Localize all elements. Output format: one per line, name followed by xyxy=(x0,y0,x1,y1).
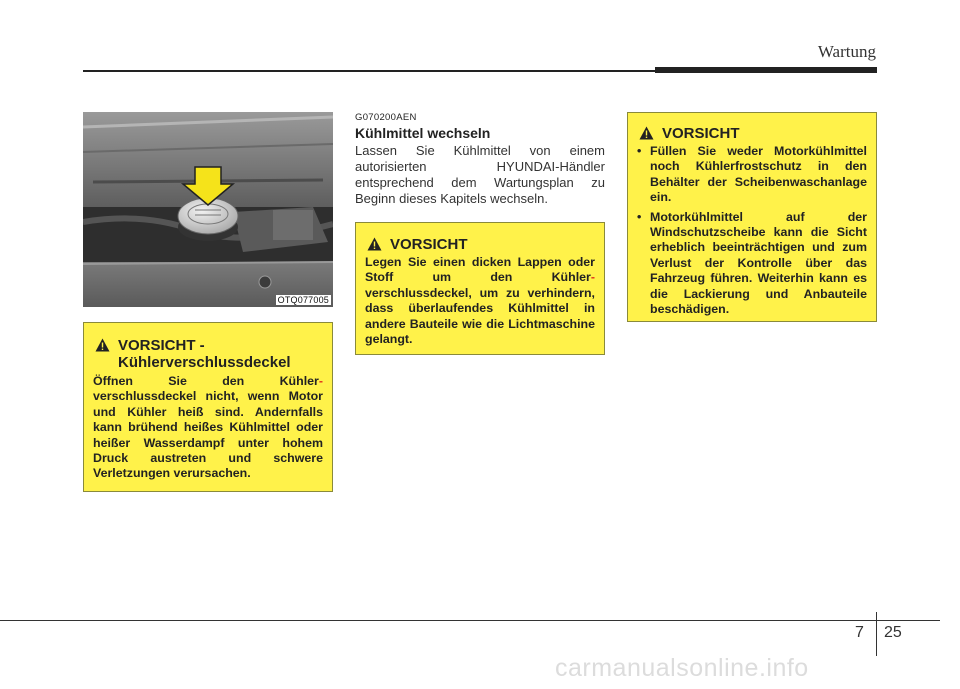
caution-text-part1: Öffnen Sie den Kühler xyxy=(93,374,319,388)
warning-triangle-icon xyxy=(367,237,382,251)
warning-triangle-icon xyxy=(639,126,654,140)
hyphen-mark: - xyxy=(590,270,595,285)
caution-title-line2: Kühlerverschlussdeckel xyxy=(118,354,291,371)
figure-caption: OTQ077005 xyxy=(277,295,329,305)
caution-title xyxy=(93,337,323,354)
caution-text xyxy=(93,374,323,482)
radiator-cap-photo xyxy=(83,112,333,307)
list-item-text: Motorkühlmittel auf der Windschutzscheibe kann die Sicht erheblich beeinträchtigen und zum Verlust der Kontrolle über das Fahrzeug führen. Weiterhin kann es die Lackierung und Anbauteile beschädigen. xyxy=(650,209,867,317)
section-paragraph: Lassen Sie Kühlmittel von einem autorisierten HYUNDAI-Händler entsprechend dem Wartungsplan zu Beginn dieses Kapitels wechseln. xyxy=(355,143,605,206)
caution-text-part2: verschlussdeckel, um zu verhindern, dass überlaufendes Kühlmittel in andere Bauteile wie die Lichtmaschine gelangt. xyxy=(365,285,595,347)
caution-title xyxy=(637,125,867,142)
caution-title-text: VORSICHT xyxy=(662,125,740,142)
list-item xyxy=(637,144,867,206)
caution-text-part1: Legen Sie einen dicken Lappen oder Stoff um den Kühler xyxy=(365,255,595,285)
caution-title xyxy=(365,236,595,253)
section-heading: Kühlmittel wechseln xyxy=(355,125,491,141)
caution-list xyxy=(637,144,867,317)
caution-title-text: VORSICHT xyxy=(390,236,468,253)
header-rule xyxy=(83,70,655,72)
bullet: • xyxy=(637,209,642,224)
caution-title-line1: VORSICHT - xyxy=(118,337,205,354)
footer-rule xyxy=(0,620,940,621)
footer-divider xyxy=(876,612,877,656)
list-item xyxy=(637,210,867,318)
hyphen-mark: - xyxy=(318,374,323,388)
caution-box-radiator-cap xyxy=(83,322,333,492)
watermark: carmanualsonline.info xyxy=(555,654,809,682)
section-title: Wartung xyxy=(817,42,876,61)
warning-triangle-icon xyxy=(95,338,110,352)
header-bar xyxy=(655,67,877,73)
caution-text-part2: verschlussdeckel nicht, wenn Motor und Kühler heiß sind. Andernfalls kann brühend heißes Kühlmittel oder heißer Wasserdampf unter hohem Druck austreten und schwere Verletzungen verursachen. xyxy=(93,389,323,481)
section-code: G070200AEN xyxy=(355,112,417,123)
caution-box-washer xyxy=(627,112,877,322)
bullet: • xyxy=(637,144,642,158)
caution-box-rag xyxy=(355,222,605,355)
chapter-number: 7 xyxy=(855,624,864,641)
caution-text xyxy=(365,255,595,347)
page-number: 25 xyxy=(884,624,902,641)
list-item-text: Füllen Sie weder Motorkühlmittel noch Kühlerfrostschutz in den Behälter der Scheibenwaschanlage ein. xyxy=(650,144,867,205)
